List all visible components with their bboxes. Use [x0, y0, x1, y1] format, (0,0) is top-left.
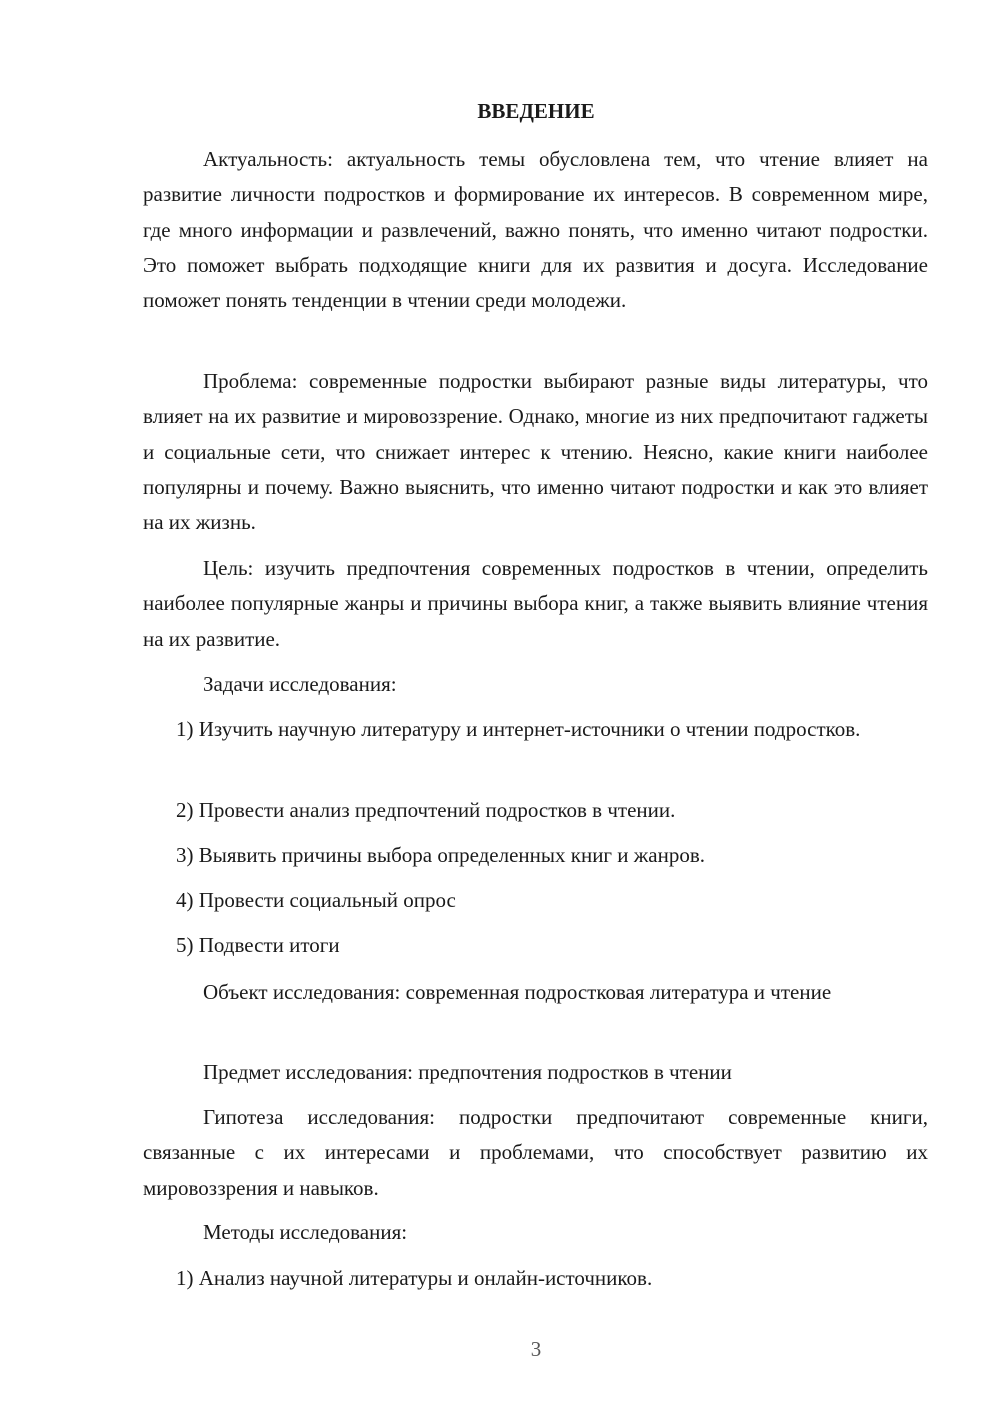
task-item-3: 3) Выявить причины выбора определенных книг и жанров.	[176, 843, 706, 867]
page-title: ВВЕДЕНИЕ	[477, 99, 595, 123]
paragraph-relevance: Актуальность: актуальность темы обусловлена тем, что чтение влияет на развитие личности подростков и формирование их интересов. В современном мире, где много информации и развлечений, важно понять, что именно читают подростки. Это поможет выбрать подходящие книги для их развития и досуга. Исследование поможет понять тенденции в чтении среди молодежи.	[143, 147, 928, 313]
task-item-2: 2) Провести анализ предпочтений подростков в чтении.	[176, 798, 676, 822]
paragraph-subject: Предмет исследования: предпочтения подростков в чтении	[203, 1060, 732, 1084]
paragraph-goal: Цель: изучить предпочтения современных подростков в чтении, определить наиболее популярные жанры и причины выбора книг, а также выявить влияние чтения на их развитие.	[143, 556, 928, 651]
paragraph-object: Объект исследования: современная подростковая литература и чтение	[203, 980, 832, 1004]
task-item-5: 5) Подвести итоги	[176, 933, 340, 957]
task-item-4: 4) Провести социальный опрос	[176, 888, 456, 912]
methods-title: Методы исследования:	[203, 1220, 408, 1244]
paragraph-problem: Проблема: современные подростки выбирают разные виды литературы, что влияет на их развитие и мировоззрение. Однако, многие из них предпочитают гаджеты и социальные сети, что снижает интерес к чтению. Неясно, какие книги наиболее популярны и почему. Важно выяснить, что именно читают подростки и как это влияет на их жизнь.	[143, 369, 928, 535]
paragraph-hypothesis: Гипотеза исследования: подростки предпочитают современные книги, связанные с их интересами и проблемами, что способствует развитию их мировоззрения и навыков.	[143, 1105, 928, 1200]
task-item-1: 1) Изучить научную литературу и интернет-источники о чтении подростков.	[176, 717, 861, 741]
tasks-title: Задачи исследования:	[203, 672, 397, 696]
method-item-1: 1) Анализ научной литературы и онлайн-источников.	[176, 1266, 653, 1290]
page-number: 3	[530, 1337, 542, 1361]
